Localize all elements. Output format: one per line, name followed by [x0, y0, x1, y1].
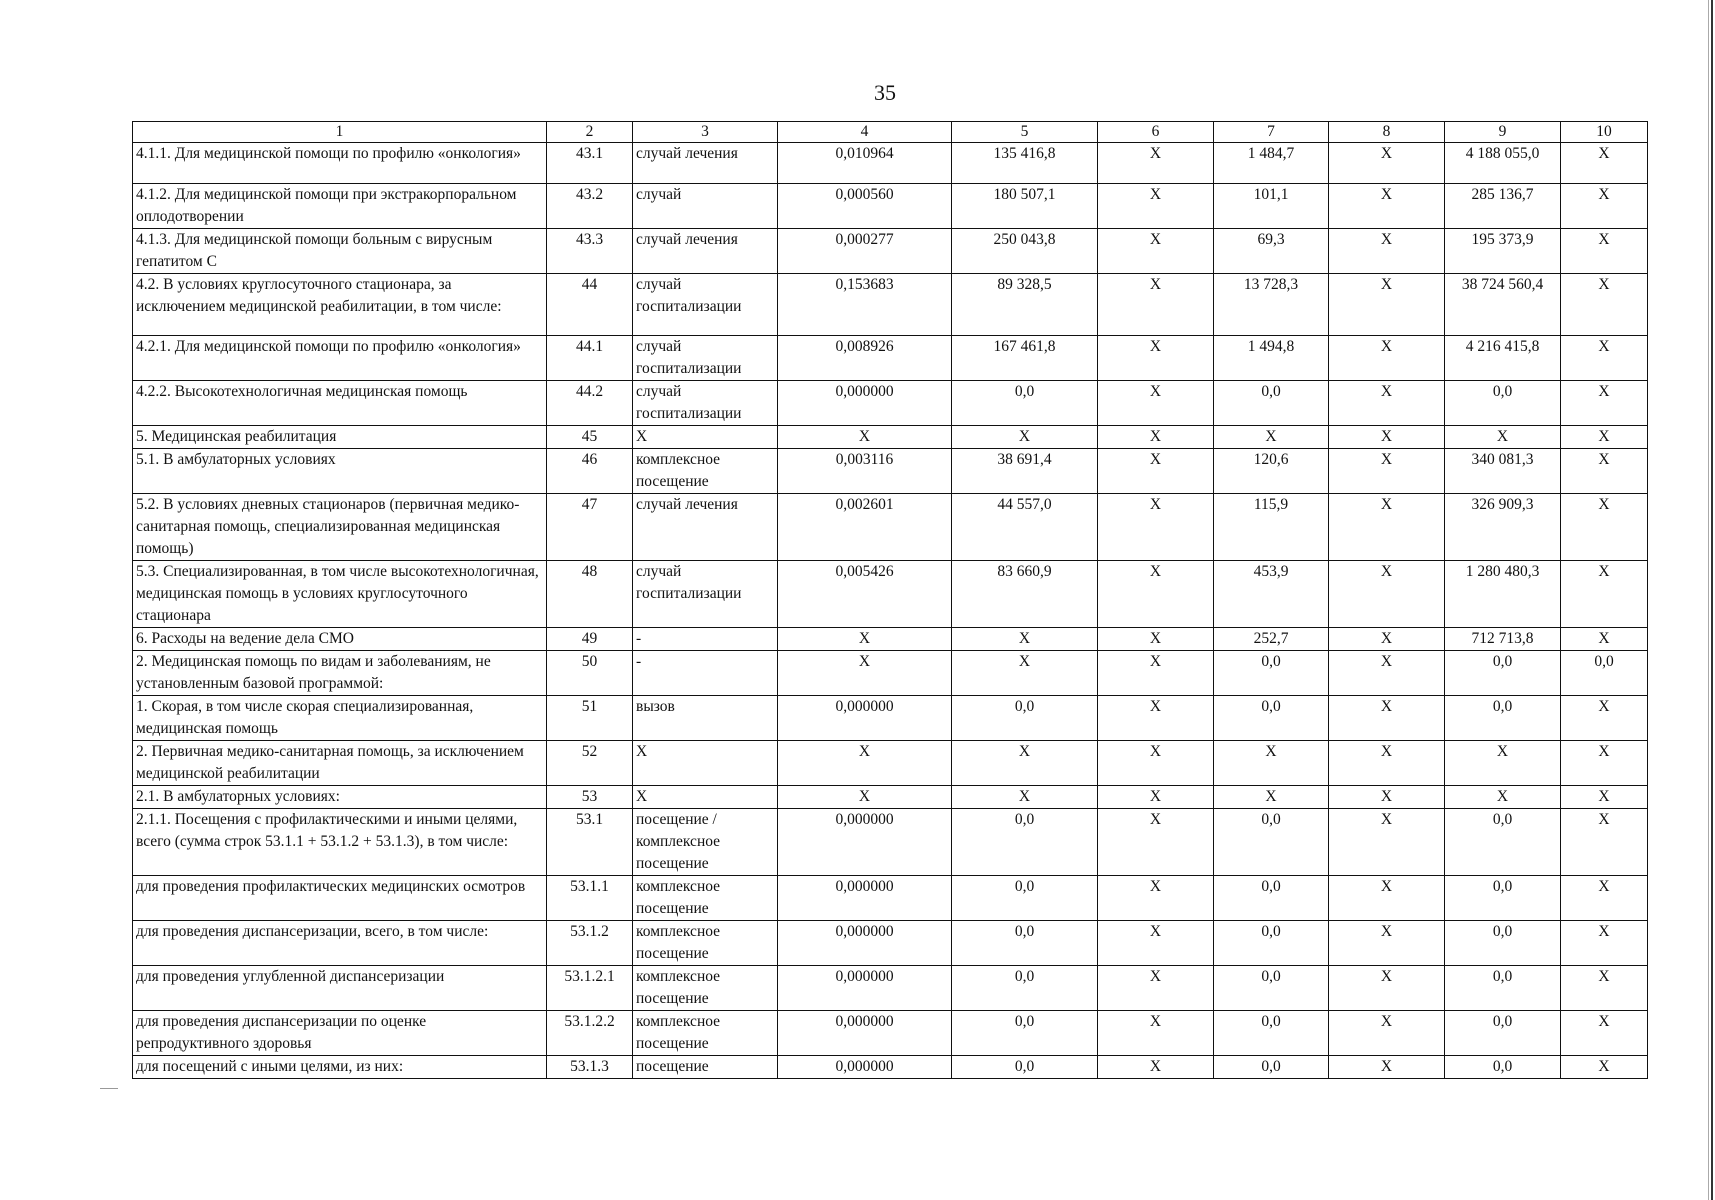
table-row	[133, 696, 1648, 741]
table-row	[133, 786, 1648, 809]
table-cell-unit: случай лечения	[633, 229, 778, 274]
table-row	[133, 876, 1648, 921]
table-cell-col5: 167 461,8	[952, 336, 1098, 381]
table-row	[133, 426, 1648, 449]
table-cell-code: 53.1.2.1	[547, 966, 633, 1011]
table-cell-col10: X	[1561, 336, 1648, 381]
table-row	[133, 966, 1648, 1011]
table-cell-col6: X	[1098, 921, 1214, 966]
table-row	[133, 381, 1648, 426]
table-cell-code: 43.1	[547, 143, 633, 184]
table-cell-col8: X	[1329, 786, 1445, 809]
table-cell-col10: X	[1561, 229, 1648, 274]
table-cell-col4: 0,000000	[778, 921, 952, 966]
column-header: 2	[547, 122, 633, 143]
table-cell-col7: 69,3	[1214, 229, 1329, 274]
table-cell-col10: X	[1561, 741, 1648, 786]
table-cell-col5: 180 507,1	[952, 184, 1098, 229]
table-cell-col7: 453,9	[1214, 561, 1329, 628]
table-cell-code: 52	[547, 741, 633, 786]
table-cell-col7: 0,0	[1214, 966, 1329, 1011]
table-cell-code: 53.1.2.2	[547, 1011, 633, 1056]
table-cell-col7: 1 494,8	[1214, 336, 1329, 381]
table-cell-col7: X	[1214, 786, 1329, 809]
table-cell-unit: комплексное посещение	[633, 449, 778, 494]
table-cell-col4: 0,000000	[778, 381, 952, 426]
table-cell-unit: посещение	[633, 1056, 778, 1079]
table-cell-code: 44.1	[547, 336, 633, 381]
table-cell-col8: X	[1329, 561, 1445, 628]
table-row	[133, 1011, 1648, 1056]
table-cell-col10: X	[1561, 494, 1648, 561]
table-cell-col6: X	[1098, 426, 1214, 449]
table-cell-name: 6. Расходы на ведение дела СМО	[133, 628, 547, 651]
table-cell-col6: X	[1098, 651, 1214, 696]
table-cell-col4: 0,008926	[778, 336, 952, 381]
table-cell-code: 43.3	[547, 229, 633, 274]
table-cell-col9: 1 280 480,3	[1445, 561, 1561, 628]
table-cell-col9: 0,0	[1445, 809, 1561, 876]
table-cell-col5: 0,0	[952, 1011, 1098, 1056]
table-row	[133, 651, 1648, 696]
table-cell-col4: X	[778, 786, 952, 809]
table-cell-col5: 0,0	[952, 876, 1098, 921]
column-header: 5	[952, 122, 1098, 143]
table-cell-unit: комплексное посещение	[633, 921, 778, 966]
table-row	[133, 143, 1648, 184]
table-cell-col8: X	[1329, 336, 1445, 381]
table-cell-col6: X	[1098, 628, 1214, 651]
table-cell-col4: 0,000000	[778, 1056, 952, 1079]
table-cell-col6: X	[1098, 561, 1214, 628]
table-cell-col8: X	[1329, 651, 1445, 696]
table-cell-code: 53.1.1	[547, 876, 633, 921]
table-cell-col10: X	[1561, 809, 1648, 876]
table-cell-col7: X	[1214, 741, 1329, 786]
table-cell-unit: случай лечения	[633, 494, 778, 561]
column-header: 7	[1214, 122, 1329, 143]
table-cell-col9: 0,0	[1445, 966, 1561, 1011]
table-cell-name: 2.1.1. Посещения с профилактическими и иными целями, всего (сумма строк 53.1.1 + 53.1.2 + 53.1.3), в том числе:	[133, 809, 547, 876]
table-cell-name: 5.1. В амбулаторных условиях	[133, 449, 547, 494]
table-cell-col7: 0,0	[1214, 1056, 1329, 1079]
table-cell-col6: X	[1098, 336, 1214, 381]
table-cell-col4: X	[778, 426, 952, 449]
table-cell-col6: X	[1098, 1011, 1214, 1056]
table-cell-col10: X	[1561, 381, 1648, 426]
table-cell-col4: 0,000000	[778, 966, 952, 1011]
table-row	[133, 809, 1648, 876]
table-cell-col6: X	[1098, 184, 1214, 229]
table-cell-code: 53.1	[547, 809, 633, 876]
table-cell-col4: 0,153683	[778, 274, 952, 336]
table-cell-col4: 0,000277	[778, 229, 952, 274]
table-cell-unit: комплексное посещение	[633, 876, 778, 921]
table-cell-name: 5. Медицинская реабилитация	[133, 426, 547, 449]
table-cell-col5: 44 557,0	[952, 494, 1098, 561]
table-cell-col8: X	[1329, 809, 1445, 876]
column-header: 1	[133, 122, 547, 143]
table-row	[133, 336, 1648, 381]
column-header: 6	[1098, 122, 1214, 143]
table-cell-col10: X	[1561, 876, 1648, 921]
table-cell-col9: 712 713,8	[1445, 628, 1561, 651]
table-cell-name: 5.3. Специализированная, в том числе высокотехнологичная, медицинская помощь в условиях круглосуточного стационара	[133, 561, 547, 628]
table-cell-col7: 0,0	[1214, 809, 1329, 876]
table-cell-code: 49	[547, 628, 633, 651]
table-cell-col9: X	[1445, 786, 1561, 809]
table-cell-col6: X	[1098, 966, 1214, 1011]
table-cell-col5: 250 043,8	[952, 229, 1098, 274]
table-cell-col10: X	[1561, 449, 1648, 494]
table-cell-col8: X	[1329, 966, 1445, 1011]
table-cell-name: 4.2.1. Для медицинской помощи по профилю «онкология»	[133, 336, 547, 381]
table-cell-code: 50	[547, 651, 633, 696]
table-cell-col7: 0,0	[1214, 921, 1329, 966]
table-cell-col4: X	[778, 651, 952, 696]
table-cell-col9: 0,0	[1445, 921, 1561, 966]
table-cell-name: 2.1. В амбулаторных условиях:	[133, 786, 547, 809]
table-cell-col7: 0,0	[1214, 381, 1329, 426]
table-cell-col8: X	[1329, 921, 1445, 966]
table-cell-name: 2. Медицинская помощь по видам и заболеваниям, не установленным базовой программой:	[133, 651, 547, 696]
table-cell-col10: X	[1561, 143, 1648, 184]
table-cell-col6: X	[1098, 741, 1214, 786]
table-cell-col7: 0,0	[1214, 651, 1329, 696]
table-container	[132, 121, 1648, 1079]
scan-edge-shadow	[1708, 0, 1709, 1200]
table-cell-col8: X	[1329, 696, 1445, 741]
table-cell-col9: 285 136,7	[1445, 184, 1561, 229]
table-cell-col8: X	[1329, 741, 1445, 786]
header-row	[133, 122, 1648, 143]
table-cell-name: 1. Скорая, в том числе скорая специализированная, медицинская помощь	[133, 696, 547, 741]
table-cell-col9: 0,0	[1445, 381, 1561, 426]
page-number: 35	[874, 80, 896, 105]
table-cell-unit: вызов	[633, 696, 778, 741]
table-cell-name: для проведения углубленной диспансеризации	[133, 966, 547, 1011]
table-cell-col9: 0,0	[1445, 1056, 1561, 1079]
table-cell-col7: 0,0	[1214, 876, 1329, 921]
table-cell-code: 47	[547, 494, 633, 561]
table-cell-col6: X	[1098, 786, 1214, 809]
column-header: 8	[1329, 122, 1445, 143]
table-cell-col5: X	[952, 786, 1098, 809]
table-row	[133, 184, 1648, 229]
table-cell-col7: 101,1	[1214, 184, 1329, 229]
table-cell-unit: случай госпитализации	[633, 381, 778, 426]
table-cell-col10: 0,0	[1561, 651, 1648, 696]
table-cell-code: 45	[547, 426, 633, 449]
table-cell-code: 53.1.2	[547, 921, 633, 966]
table-cell-unit: случай лечения	[633, 143, 778, 184]
table-cell-col5: X	[952, 651, 1098, 696]
table-cell-unit: -	[633, 651, 778, 696]
table-cell-col5: 83 660,9	[952, 561, 1098, 628]
table-cell-code: 51	[547, 696, 633, 741]
column-header: 3	[633, 122, 778, 143]
table-cell-col6: X	[1098, 809, 1214, 876]
table-cell-unit: X	[633, 426, 778, 449]
table-cell-code: 44	[547, 274, 633, 336]
table-cell-col8: X	[1329, 449, 1445, 494]
table-cell-code: 48	[547, 561, 633, 628]
table-cell-col4: 0,010964	[778, 143, 952, 184]
table-cell-col4: X	[778, 741, 952, 786]
table-row	[133, 449, 1648, 494]
table-cell-col5: 0,0	[952, 696, 1098, 741]
table-cell-col4: 0,000000	[778, 1011, 952, 1056]
table-cell-col4: 0,005426	[778, 561, 952, 628]
table-cell-col9: X	[1445, 741, 1561, 786]
table-cell-col4: X	[778, 628, 952, 651]
table-cell-name: 4.1.2. Для медицинской помощи при экстракорпоральном оплодотворении	[133, 184, 547, 229]
table-cell-col9: 0,0	[1445, 696, 1561, 741]
table-cell-col9: 195 373,9	[1445, 229, 1561, 274]
table-cell-code: 46	[547, 449, 633, 494]
table-row	[133, 628, 1648, 651]
table-cell-col9: 0,0	[1445, 1011, 1561, 1056]
table-cell-col9: 38 724 560,4	[1445, 274, 1561, 336]
table-cell-name: 4.1.3. Для медицинской помощи больным с вирусным гепатитом С	[133, 229, 547, 274]
table-cell-col5: 0,0	[952, 381, 1098, 426]
column-header: 9	[1445, 122, 1561, 143]
table-cell-name: для посещений с иными целями, из них:	[133, 1056, 547, 1079]
table-cell-col4: 0,000560	[778, 184, 952, 229]
table-cell-col8: X	[1329, 494, 1445, 561]
table-cell-col8: X	[1329, 628, 1445, 651]
table-cell-col6: X	[1098, 494, 1214, 561]
table-row	[133, 561, 1648, 628]
table-cell-name: для проведения диспансеризации по оценке репродуктивного здоровья	[133, 1011, 547, 1056]
table-row	[133, 921, 1648, 966]
table-cell-col6: X	[1098, 229, 1214, 274]
table-cell-col8: X	[1329, 876, 1445, 921]
table-cell-code: 43.2	[547, 184, 633, 229]
table-cell-col10: X	[1561, 696, 1648, 741]
table-cell-name: для проведения диспансеризации, всего, в том числе:	[133, 921, 547, 966]
table-cell-name: 2. Первичная медико-санитарная помощь, за исключением медицинской реабилитации	[133, 741, 547, 786]
table-cell-col5: 0,0	[952, 1056, 1098, 1079]
table-cell-name: 4.2. В условиях круглосуточного стационара, за исключением медицинской реабилитации, в том числе:	[133, 274, 547, 336]
table-cell-name: 4.2.2. Высокотехнологичная медицинская помощь	[133, 381, 547, 426]
table-row	[133, 274, 1648, 336]
table-row	[133, 229, 1648, 274]
table-cell-col6: X	[1098, 696, 1214, 741]
scan-mark	[100, 1088, 118, 1089]
table-cell-col8: X	[1329, 274, 1445, 336]
table-cell-name: 5.2. В условиях дневных стационаров (первичная медико-санитарная помощь, специализированная медицинская помощь)	[133, 494, 547, 561]
table-cell-col5: 38 691,4	[952, 449, 1098, 494]
table-cell-unit: комплексное посещение	[633, 966, 778, 1011]
table-cell-unit: X	[633, 741, 778, 786]
table-cell-col9: 4 188 055,0	[1445, 143, 1561, 184]
table-cell-col5: X	[952, 426, 1098, 449]
table-cell-col10: X	[1561, 966, 1648, 1011]
table-cell-col7: 0,0	[1214, 1011, 1329, 1056]
table-cell-col6: X	[1098, 381, 1214, 426]
table-cell-col7: 252,7	[1214, 628, 1329, 651]
table-cell-col6: X	[1098, 274, 1214, 336]
data-table	[132, 121, 1648, 1079]
table-cell-col5: 135 416,8	[952, 143, 1098, 184]
table-cell-code: 53	[547, 786, 633, 809]
table-cell-col8: X	[1329, 229, 1445, 274]
table-cell-unit: случай	[633, 184, 778, 229]
table-cell-col5: 0,0	[952, 921, 1098, 966]
table-cell-col10: X	[1561, 184, 1648, 229]
table-cell-col10: X	[1561, 786, 1648, 809]
table-cell-col10: X	[1561, 274, 1648, 336]
table-cell-col6: X	[1098, 876, 1214, 921]
table-cell-col8: X	[1329, 426, 1445, 449]
table-row	[133, 494, 1648, 561]
table-cell-col5: 0,0	[952, 966, 1098, 1011]
column-header: 10	[1561, 122, 1648, 143]
table-cell-col5: X	[952, 628, 1098, 651]
table-cell-col9: 326 909,3	[1445, 494, 1561, 561]
table-cell-name: 4.1.1. Для медицинской помощи по профилю «онкология»	[133, 143, 547, 184]
table-cell-col7: 0,0	[1214, 696, 1329, 741]
table-cell-col10: X	[1561, 921, 1648, 966]
table-cell-col5: 0,0	[952, 809, 1098, 876]
table-cell-col9: 4 216 415,8	[1445, 336, 1561, 381]
table-cell-col7: 120,6	[1214, 449, 1329, 494]
table-cell-col8: X	[1329, 143, 1445, 184]
table-cell-col9: X	[1445, 426, 1561, 449]
table-cell-col10: X	[1561, 561, 1648, 628]
table-cell-code: 44.2	[547, 381, 633, 426]
table-cell-col6: X	[1098, 1056, 1214, 1079]
table-cell-col4: 0,000000	[778, 876, 952, 921]
table-cell-col10: X	[1561, 1011, 1648, 1056]
table-row	[133, 741, 1648, 786]
table-cell-unit: случай госпитализации	[633, 274, 778, 336]
table-cell-col9: 0,0	[1445, 651, 1561, 696]
table-cell-col7: 13 728,3	[1214, 274, 1329, 336]
table-cell-col8: X	[1329, 1056, 1445, 1079]
table-cell-col7: 1 484,7	[1214, 143, 1329, 184]
table-cell-unit: -	[633, 628, 778, 651]
table-cell-unit: комплексное посещение	[633, 1011, 778, 1056]
table-cell-col4: 0,002601	[778, 494, 952, 561]
table-cell-col10: X	[1561, 628, 1648, 651]
table-cell-col8: X	[1329, 1011, 1445, 1056]
table-cell-unit: посещение / комплексное посещение	[633, 809, 778, 876]
column-header: 4	[778, 122, 952, 143]
table-cell-col8: X	[1329, 184, 1445, 229]
table-cell-name: для проведения профилактических медицинских осмотров	[133, 876, 547, 921]
table-cell-unit: случай госпитализации	[633, 336, 778, 381]
table-cell-col10: X	[1561, 426, 1648, 449]
table-cell-col10: X	[1561, 1056, 1648, 1079]
table-cell-code: 53.1.3	[547, 1056, 633, 1079]
table-cell-col8: X	[1329, 381, 1445, 426]
table-cell-col5: X	[952, 741, 1098, 786]
table-cell-col7: X	[1214, 426, 1329, 449]
table-cell-unit: случай госпитализации	[633, 561, 778, 628]
table-cell-col4: 0,003116	[778, 449, 952, 494]
table-cell-col6: X	[1098, 449, 1214, 494]
table-cell-unit: X	[633, 786, 778, 809]
table-cell-col6: X	[1098, 143, 1214, 184]
table-cell-col7: 115,9	[1214, 494, 1329, 561]
table-cell-col4: 0,000000	[778, 809, 952, 876]
table-row	[133, 1056, 1648, 1079]
table-cell-col9: 0,0	[1445, 876, 1561, 921]
table-cell-col9: 340 081,3	[1445, 449, 1561, 494]
scan-edge	[1711, 0, 1713, 1200]
table-cell-col4: 0,000000	[778, 696, 952, 741]
table-cell-col5: 89 328,5	[952, 274, 1098, 336]
